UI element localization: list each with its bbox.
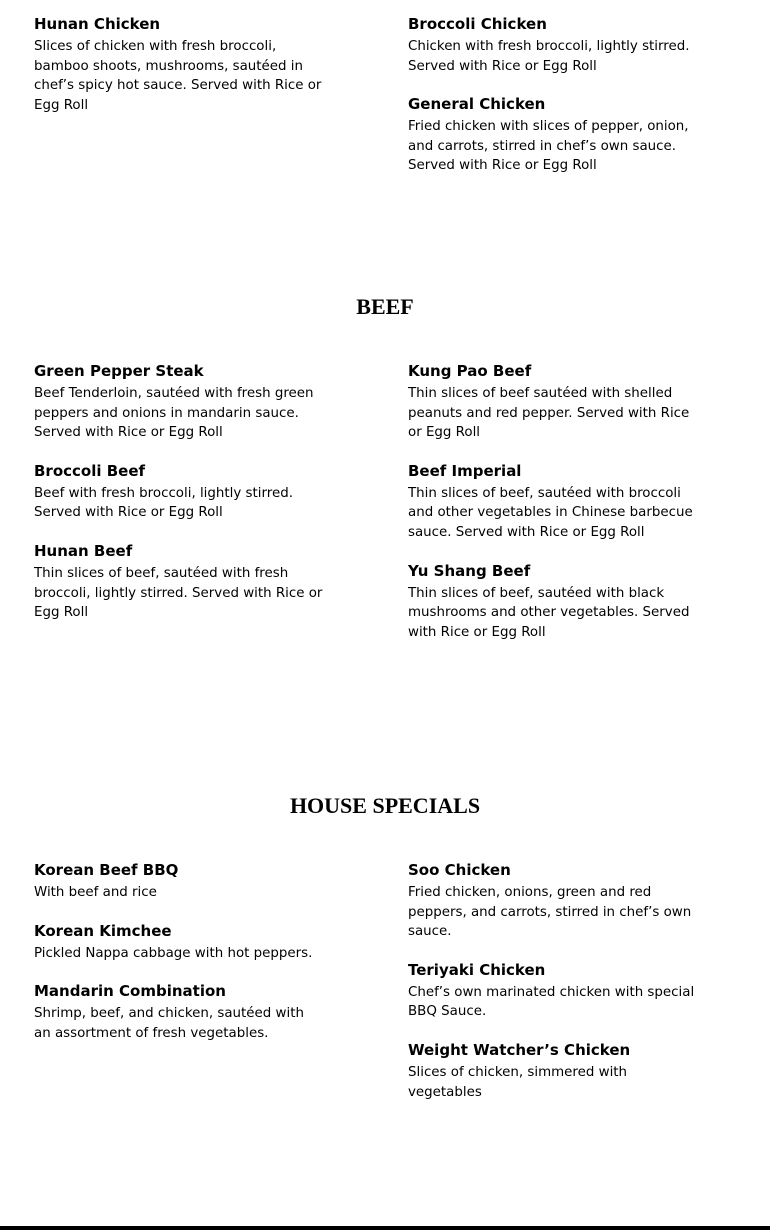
menu-item-name: Broccoli Beef — [34, 461, 146, 480]
menu-item — [408, 361, 698, 443]
menu-item-name: General Chicken — [408, 95, 546, 114]
menu-item-description: Pickled Nappa cabbage with hot peppers. — [34, 945, 313, 961]
menu-item — [34, 461, 324, 523]
beef-right-column — [408, 361, 698, 642]
menu-item-name: Mandarin Combination — [34, 982, 226, 1001]
menu-item-description: Thin slices of beef, sautéed with fresh broccoli, lightly stirred. Served with Rice or Egg Roll — [34, 565, 323, 621]
section-title-beef: BEEF — [356, 294, 414, 319]
menu-item — [34, 860, 324, 903]
section-title-house-specials: HOUSE SPECIALS — [289, 793, 481, 818]
menu-item-description: Chicken with fresh broccoli, lightly stirred. Served with Rice or Egg Roll — [408, 39, 690, 74]
bottom-divider — [0, 1226, 770, 1230]
menu-item-description: Fried chicken with slices of pepper, onion, and carrots, stirred in chef’s own sauce. Served with Rice or Egg Roll — [408, 119, 689, 174]
menu-item-name: Yu Shang Beef — [408, 561, 531, 580]
menu-item-description: With beef and rice — [34, 885, 157, 900]
menu-item-description: Thin slices of beef, sautéed with broccoli and other vegetables in Chinese barbecue sauce. Served with Rice or Egg Roll — [408, 485, 693, 540]
menu-item-description: Thin slices of beef sautéed with shelled peanuts and red pepper. Served with Rice or Egg Roll — [408, 386, 690, 441]
menu-item-name: Beef Imperial — [408, 461, 522, 480]
menu-item-description: Shrimp, beef, and chicken, sautéed with an assortment of fresh vegetables. — [34, 1006, 304, 1041]
menu-item-name: Soo Chicken — [408, 861, 511, 879]
menu-item-name: Green Pepper Steak — [34, 362, 204, 380]
menu-item-name: Kung Pao Beef — [408, 362, 532, 380]
menu-item-name: Weight Watcher’s Chicken — [408, 1040, 631, 1059]
house-specials-left-column — [34, 860, 324, 1043]
menu-item-description: Thin slices of beef, sautéed with black mushrooms and other vegetables. Served with Rice or Egg Roll — [408, 585, 690, 640]
menu-item — [408, 561, 698, 643]
menu-item-name: Korean Kimchee — [34, 921, 172, 940]
menu-item — [408, 461, 698, 543]
menu-item-description: Slices of chicken, simmered with vegetables — [408, 1064, 628, 1100]
menu-item — [34, 361, 324, 443]
menu-item — [408, 94, 698, 176]
menu-item-description: Beef Tenderloin, sautéed with fresh green peppers and onions in mandarin sauce. Served with Rice or Egg Roll — [34, 386, 314, 441]
menu-item — [408, 960, 698, 1022]
menu-item — [408, 14, 698, 76]
menu-item — [408, 1040, 698, 1102]
menu-item-name: Hunan Beef — [34, 541, 133, 560]
menu-item-description: Fried chicken, onions, green and red peppers, and carrots, stirred in chef’s own sauce. — [408, 885, 692, 940]
menu-item — [408, 860, 698, 942]
house-specials-right-column — [408, 860, 698, 1102]
menu-item — [34, 921, 324, 964]
beef-left-column — [34, 361, 324, 623]
chicken-left-column — [34, 14, 324, 115]
menu-item — [34, 541, 324, 623]
menu-item — [34, 981, 324, 1043]
menu-item-description: Slices of chicken with fresh broccoli, bamboo shoots, mushrooms, sautéed in chef’s spicy hot sauce. Served with Rice or Egg Roll — [34, 39, 322, 113]
menu-item-name: Teriyaki Chicken — [408, 960, 546, 979]
menu-item — [34, 14, 324, 115]
chicken-right-column — [408, 14, 698, 176]
menu-item-name: Korean Beef BBQ — [34, 861, 179, 879]
menu-item-name: Broccoli Chicken — [408, 15, 547, 33]
menu-item-description: Chef’s own marinated chicken with special BBQ Sauce. — [408, 984, 695, 1020]
menu-item-name: Hunan Chicken — [34, 15, 161, 33]
menu-item-description: Beef with fresh broccoli, lightly stirred. Served with Rice or Egg Roll — [34, 485, 293, 521]
